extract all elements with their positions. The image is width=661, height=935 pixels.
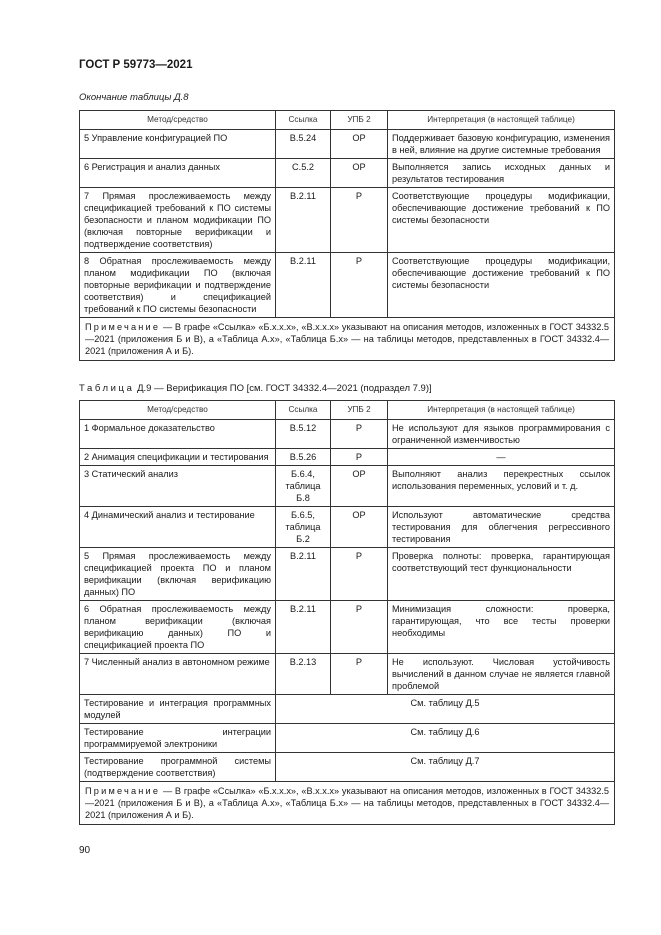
sil-cell: ОР bbox=[331, 466, 388, 507]
method-cell: 3 Статический анализ bbox=[80, 466, 276, 507]
table2-caption-text: Д.9 — Верификация ПО [см. ГОСТ 34332.4—2021 (подраздел 7.9)] bbox=[134, 383, 432, 394]
table-row bbox=[80, 724, 615, 753]
sil-cell: Р bbox=[331, 188, 388, 253]
method-cell: 8 Обратная прослеживаемость между планом модификации ПО (включая повторные верификации и подтверждение соответствия) и спецификацией требований к ПО системы безопасности bbox=[80, 253, 276, 318]
sil-cell: Р bbox=[331, 420, 388, 449]
interpretation-cell: — bbox=[388, 449, 615, 466]
table-row bbox=[80, 753, 615, 782]
reference-cell: В.2.11 bbox=[276, 188, 331, 253]
table-note bbox=[80, 318, 615, 361]
interpretation-cell: Используют автоматические средства тестирования для облегчения регрессивного тестирования bbox=[388, 507, 615, 548]
sil-cell: Р bbox=[331, 601, 388, 654]
reference-cell: В.2.11 bbox=[276, 601, 331, 654]
column-header: УПБ 2 bbox=[331, 111, 388, 130]
table-d9 bbox=[79, 400, 615, 825]
method-cell: 5 Прямая прослеживаемость между спецификацией проекта ПО и планом верификации (включая верификацию данных) ПО bbox=[80, 548, 276, 601]
table-note-row bbox=[80, 318, 615, 361]
see-table-cell: См. таблицу Д.6 bbox=[276, 724, 615, 753]
reference-cell: В.2.11 bbox=[276, 253, 331, 318]
table-row bbox=[80, 654, 615, 695]
reference-cell: В.5.24 bbox=[276, 130, 331, 159]
table-row bbox=[80, 548, 615, 601]
sil-cell: ОР bbox=[331, 159, 388, 188]
sil-cell: ОР bbox=[331, 507, 388, 548]
table-row bbox=[80, 188, 615, 253]
column-header: Интерпретация (в настоящей таблице) bbox=[388, 111, 615, 130]
table1-caption: Окончание таблицы Д.8 bbox=[79, 92, 189, 103]
interpretation-cell: Минимизация сложности: проверка, гарантирующая, что все тесты проверки необходимы bbox=[388, 601, 615, 654]
method-cell: Тестирование и интеграция программных модулей bbox=[80, 695, 276, 724]
interpretation-cell: Поддерживает базовую конфигурацию, изменения в ней, влияние на другие системные требования bbox=[388, 130, 615, 159]
sil-cell: Р bbox=[331, 449, 388, 466]
column-header: УПБ 2 bbox=[331, 401, 388, 420]
reference-cell: В.2.13 bbox=[276, 654, 331, 695]
interpretation-cell: Проверка полноты: проверка, гарантирующая соответствующий тест функциональности bbox=[388, 548, 615, 601]
method-cell: Тестирование интеграции программируемой электроники bbox=[80, 724, 276, 753]
see-table-cell: См. таблицу Д.5 bbox=[276, 695, 615, 724]
table-row bbox=[80, 449, 615, 466]
method-cell: 6 Обратная прослеживаемость между планом верификации (включая верификацию данных) ПО и спецификацией проекта ПО bbox=[80, 601, 276, 654]
table-row bbox=[80, 507, 615, 548]
see-table-cell: См. таблицу Д.7 bbox=[276, 753, 615, 782]
interpretation-cell: Не используют. Числовая устойчивость вычислений в данном случае не является главной проблемой bbox=[388, 654, 615, 695]
column-header: Ссылка bbox=[276, 111, 331, 130]
column-header: Метод/средство bbox=[80, 111, 276, 130]
column-header: Ссылка bbox=[276, 401, 331, 420]
table-row bbox=[80, 601, 615, 654]
method-cell: 1 Формальное доказательство bbox=[80, 420, 276, 449]
reference-cell: Б.6.5, таблица Б.2 bbox=[276, 507, 331, 548]
reference-cell: С.5.2 bbox=[276, 159, 331, 188]
table1-header-row bbox=[80, 111, 615, 130]
note-label: Примечание bbox=[85, 786, 161, 796]
table-row bbox=[80, 159, 615, 188]
column-header: Метод/средство bbox=[80, 401, 276, 420]
table-row bbox=[80, 253, 615, 318]
note-text: — В графе «Ссылка» «Б.х.х.х», «В.х.х.х» указывают на описания методов, изложенных в ГОСТ 34332.5—2021 (приложения Б и В), а «Таблица А.х», «Таблица Б.х» — на таблицы методов, представленных в ГОСТ 34332.4—2021 (приложения А и Б). bbox=[85, 786, 609, 820]
table2-caption bbox=[79, 383, 432, 394]
sil-cell: Р bbox=[331, 654, 388, 695]
note-text: — В графе «Ссылка» «Б.х.х.х», «В.х.х.х» указывают на описания методов, изложенных в ГОСТ 34332.5—2021 (приложения Б и В), а «Таблица А.х», «Таблица Б.х» — на таблицы методов, представленных в ГОСТ 34332.4—2021 (приложения А и Б). bbox=[85, 322, 609, 356]
table2-caption-label: Таблица bbox=[79, 383, 135, 394]
interpretation-cell: Выполняется запись исходных данных и результатов тестирования bbox=[388, 159, 615, 188]
reference-cell: В.2.11 bbox=[276, 548, 331, 601]
sil-cell: ОР bbox=[331, 130, 388, 159]
table-note-row bbox=[80, 782, 615, 825]
reference-cell: Б.6.4, таблица Б.8 bbox=[276, 466, 331, 507]
reference-cell: В.5.12 bbox=[276, 420, 331, 449]
table-row bbox=[80, 466, 615, 507]
document-header: ГОСТ Р 59773—2021 bbox=[79, 59, 193, 71]
table2-header-row bbox=[80, 401, 615, 420]
interpretation-cell: Соответствующие процедуры модификации, обеспечивающие достижение требований к ПО системы безопасности bbox=[388, 188, 615, 253]
table-row bbox=[80, 130, 615, 159]
sil-cell: Р bbox=[331, 253, 388, 318]
note-label: Примечание bbox=[85, 322, 161, 332]
method-cell: Тестирование программной системы (подтверждение соответствия) bbox=[80, 753, 276, 782]
method-cell: 6 Регистрация и анализ данных bbox=[80, 159, 276, 188]
method-cell: 2 Анимация спецификации и тестирования bbox=[80, 449, 276, 466]
interpretation-cell: Соответствующие процедуры модификации, обеспечивающие достижение требований к ПО системы безопасности bbox=[388, 253, 615, 318]
sil-cell: Р bbox=[331, 548, 388, 601]
method-cell: 7 Прямая прослеживаемость между спецификацией требований к ПО системы безопасности и планом модификации ПО (включая повторные верификации и подтверждение соответствия) bbox=[80, 188, 276, 253]
reference-cell: В.5.26 bbox=[276, 449, 331, 466]
interpretation-cell: Выполняют анализ перекрестных ссылок использования переменных, условий и т. д. bbox=[388, 466, 615, 507]
interpretation-cell: Не используют для языков программирования с ограниченной изменчивостью bbox=[388, 420, 615, 449]
table-row bbox=[80, 695, 615, 724]
column-header: Интерпретация (в настоящей таблице) bbox=[388, 401, 615, 420]
page-number: 90 bbox=[79, 845, 91, 856]
method-cell: 5 Управление конфигурацией ПО bbox=[80, 130, 276, 159]
table-row bbox=[80, 420, 615, 449]
table-note bbox=[80, 782, 615, 825]
method-cell: 4 Динамический анализ и тестирование bbox=[80, 507, 276, 548]
method-cell: 7 Численный анализ в автономном режиме bbox=[80, 654, 276, 695]
table-d8-end bbox=[79, 110, 615, 361]
